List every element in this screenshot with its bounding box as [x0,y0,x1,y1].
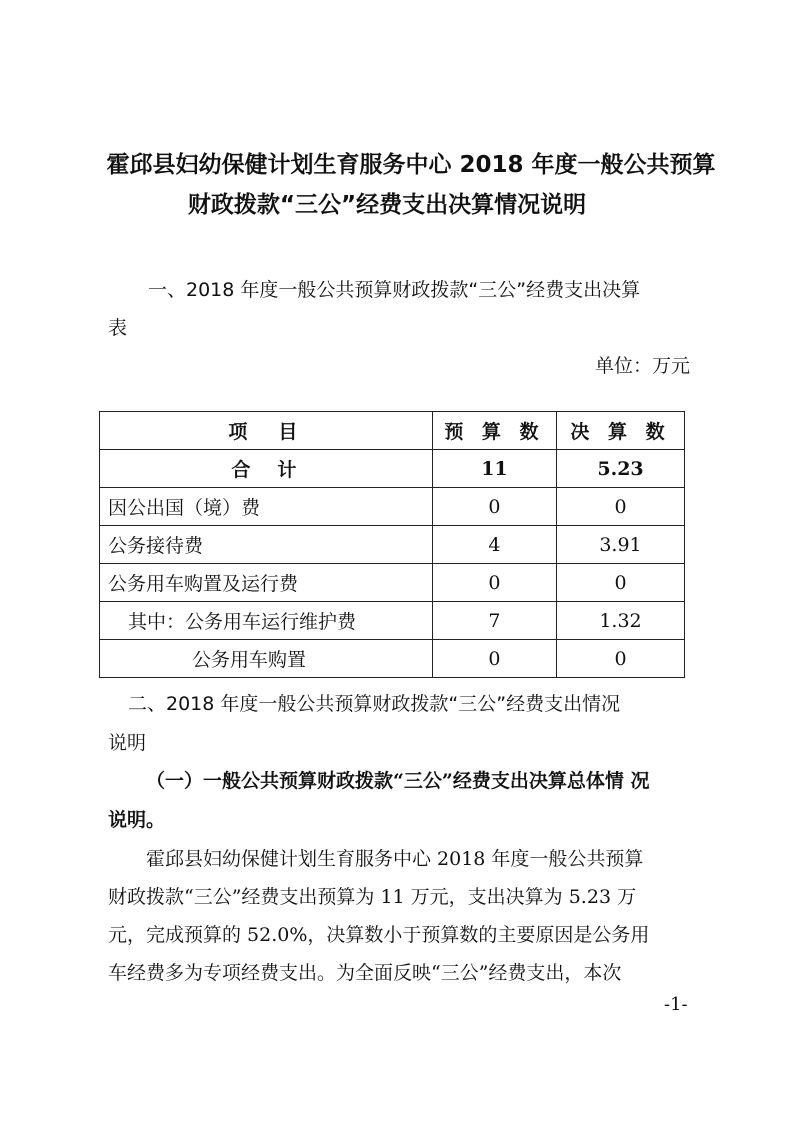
paragraph-line: 元，完成预算的 52.0%，决算数小于预算数的主要原因是公务用 [108,924,650,946]
page-number: -1- [664,994,688,1015]
row-actual: 0 [557,564,685,602]
subsection-heading: （一）一般公共预算财政拨款“三公”经费支出决算总体情 况 [146,770,650,792]
budget-table [99,411,685,678]
section-2-heading-continued: 说明 [108,732,147,754]
row-actual: 1.32 [557,602,685,640]
row-budget: 4 [432,526,556,564]
table-total-row [100,450,685,488]
document-title-line-2: 财政拨款“三公”经费支出决算情况说明 [187,192,587,218]
total-actual: 5.23 [557,450,685,488]
row-budget: 0 [432,640,556,678]
row-actual: 3.91 [557,526,685,564]
document-title-line-1: 霍邱县妇幼保健计划生育服务中心 2018 年度一般公共预算 [106,152,716,178]
section-1-heading-continued: 表 [108,317,128,339]
row-label: 公务用车购置及运行费 [100,564,433,602]
table-row [100,526,685,564]
row-actual: 0 [557,640,685,678]
table-row [100,602,685,640]
row-label: 因公出国（境）费 [100,488,433,526]
total-label: 合 计 [100,450,433,488]
paragraph-line: 车经费多为专项经费支出。为全面反映“三公”经费支出，本次 [108,962,622,984]
header-actual: 决 算 数 [557,412,685,450]
subsection-heading-continued: 说明。 [108,809,166,831]
row-actual: 0 [557,488,685,526]
row-label: 公务接待费 [100,526,433,564]
row-budget: 7 [432,602,556,640]
table-row [100,564,685,602]
section-2-heading: 二、2018 年度一般公共预算财政拨款“三公”经费支出情况 [128,693,621,715]
header-budget: 预 算 数 [432,412,556,450]
paragraph-line: 霍邱县妇幼保健计划生育服务中心 2018 年度一般公共预算 [146,848,644,870]
header-item: 项 目 [100,412,433,450]
unit-label: 单位：万元 [594,355,690,377]
section-1-heading: 一、2018 年度一般公共预算财政拨款“三公”经费支出决算 [148,279,641,301]
total-budget: 11 [432,450,556,488]
table-row [100,640,685,678]
row-budget: 0 [432,488,556,526]
table-header-row [100,412,685,450]
paragraph-line: 财政拨款“三公”经费支出预算为 11 万元，支出决算为 5.23 万 [108,886,637,908]
table-row [100,488,685,526]
row-label: 其中：公务用车运行维护费 [100,602,433,640]
row-budget: 0 [432,564,556,602]
row-label: 公务用车购置 [100,640,433,678]
